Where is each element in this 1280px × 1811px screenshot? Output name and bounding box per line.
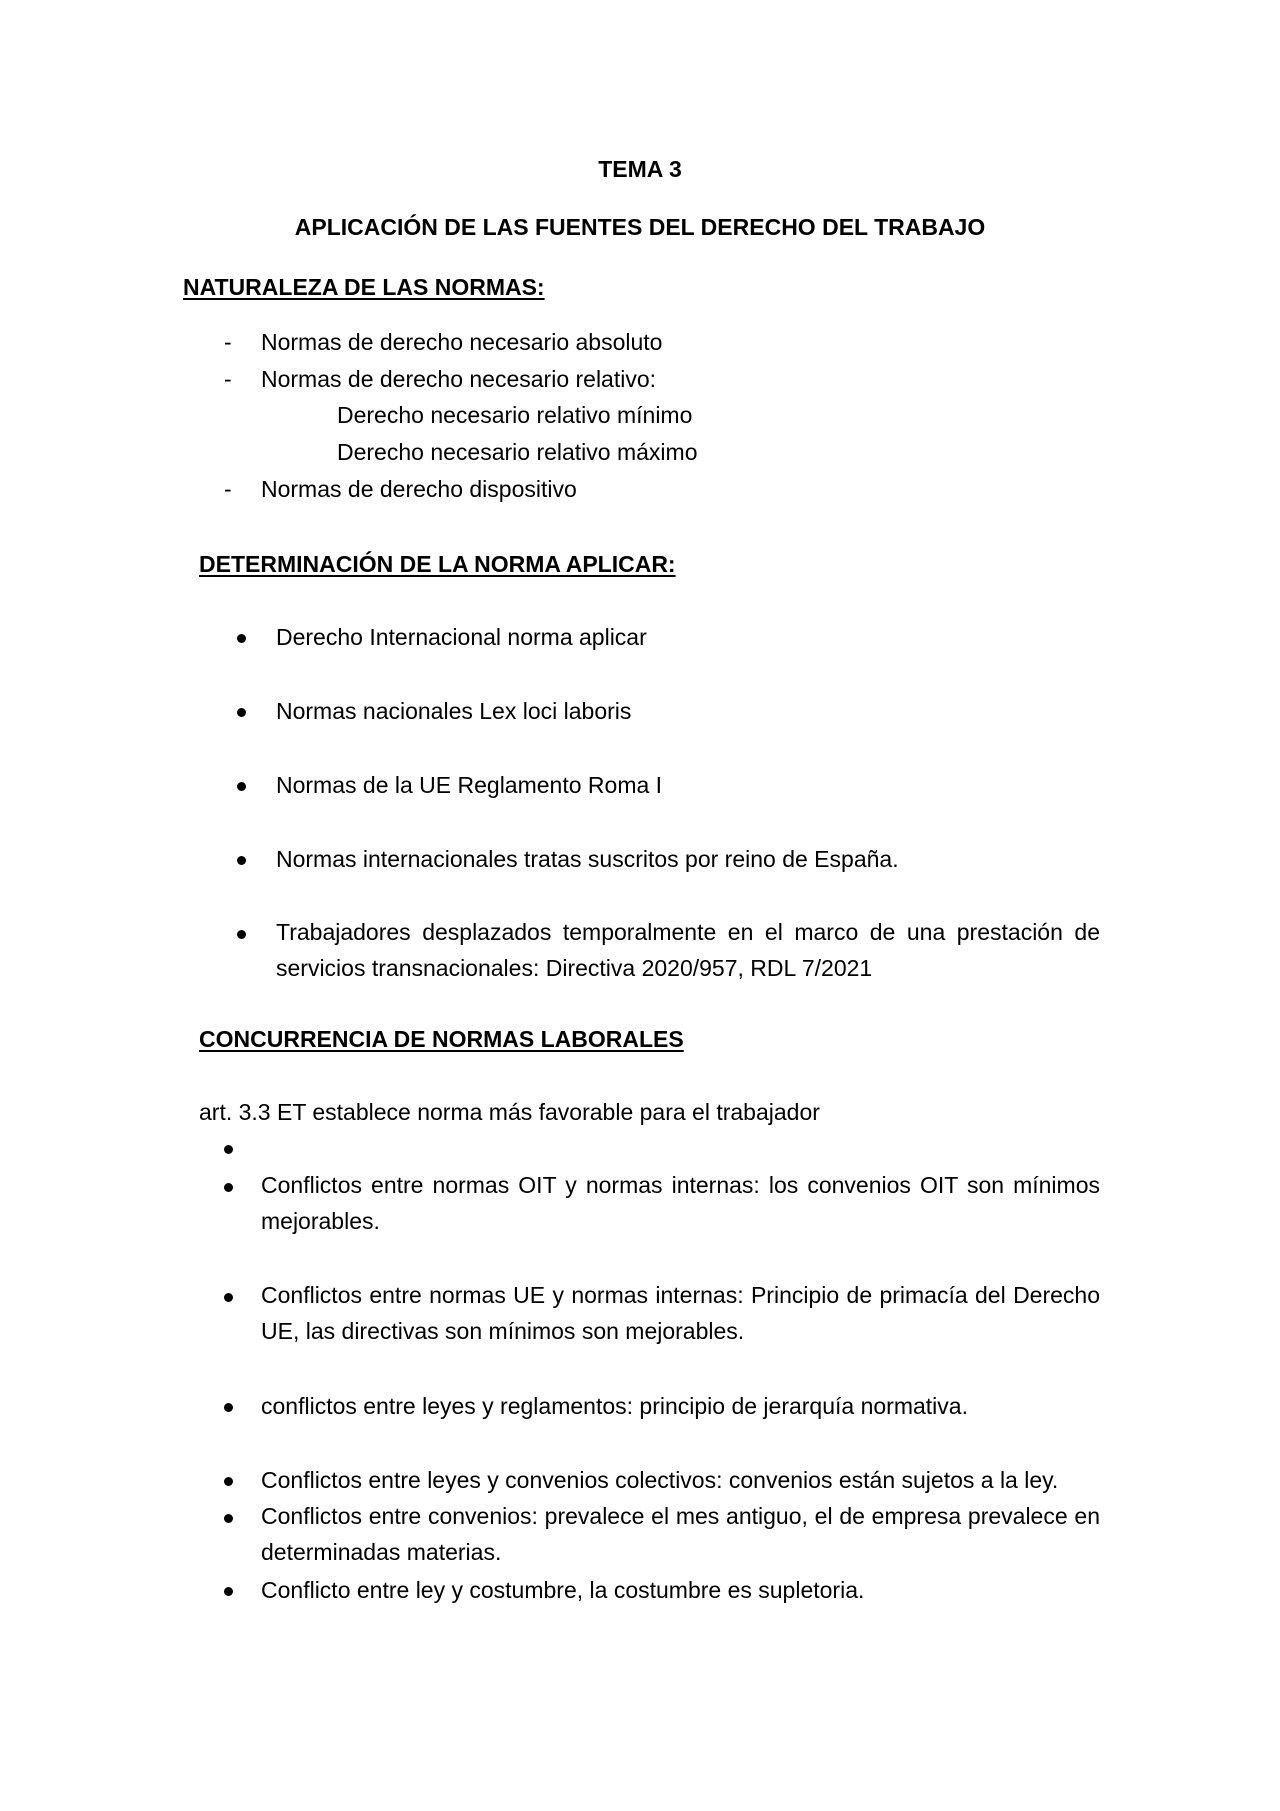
list-item: Conflictos entre leyes y convenios colectivos: convenios están sujetos a la ley.	[261, 1467, 1059, 1493]
bullet-dot	[224, 1477, 233, 1486]
list-item: Normas de derecho necesario relativo:	[261, 366, 657, 392]
list-item: Normas nacionales Lex loci laboris	[276, 698, 632, 724]
bullet-dot	[224, 1145, 233, 1154]
section-heading-naturaleza: NATURALEZA DE LAS NORMAS:	[183, 274, 545, 300]
bullet-dot	[237, 930, 246, 939]
dash-bullet: -	[224, 476, 232, 502]
list-item: Normas de derecho necesario absoluto	[261, 329, 663, 355]
bullet-dot	[237, 782, 246, 791]
bullet-dot	[237, 634, 246, 643]
page-title: TEMA 3	[598, 156, 682, 182]
sub-list-item: Derecho necesario relativo máximo	[337, 439, 698, 465]
bullet-dot	[224, 1183, 233, 1192]
list-item: Conflictos entre normas UE y normas internas: Principio de primacía del Derecho UE, las directivas son mínimos son mejorables.	[261, 1282, 1100, 1344]
page-subtitle: APLICACIÓN DE LAS FUENTES DEL DERECHO DEL TRABAJO	[294, 214, 986, 240]
list-item: Conflictos entre normas OIT y normas internas: los convenios OIT son mínimos mejorables.	[261, 1172, 1100, 1234]
list-item: Derecho Internacional norma aplicar	[276, 624, 647, 650]
list-item: conflictos entre leyes y reglamentos: principio de jerarquía normativa.	[261, 1393, 968, 1419]
bullet-dot	[237, 708, 246, 717]
bullet-dot	[224, 1403, 233, 1412]
list-item: Normas de la UE Reglamento Roma I	[276, 772, 663, 798]
dash-bullet: -	[224, 366, 232, 392]
list-item: Conflictos entre convenios: prevalece el mes antiguo, el de empresa prevalece en determinadas materias.	[261, 1503, 1100, 1565]
section-heading-concurrencia: CONCURRENCIA DE NORMAS LABORALES	[199, 1026, 684, 1052]
concurrencia-intro: art. 3.3 ET establece norma más favorable para el trabajador	[199, 1099, 820, 1125]
dash-bullet: -	[224, 329, 232, 355]
section-heading-determinacion: DETERMINACIÓN DE LA NORMA APLICAR:	[199, 551, 676, 577]
list-item: Trabajadores desplazados temporalmente en el marco de una prestación de servicios transnacionales: Directiva 2020/957, RDL 7/2021	[276, 919, 1100, 981]
bullet-dot	[224, 1587, 233, 1596]
list-item: Normas internacionales tratas suscritos por reino de España.	[276, 846, 899, 872]
bullet-dot	[224, 1514, 233, 1523]
list-item: Normas de derecho dispositivo	[261, 476, 577, 502]
sub-list-item: Derecho necesario relativo mínimo	[337, 402, 693, 428]
list-item: Conflicto entre ley y costumbre, la costumbre es supletoria.	[261, 1577, 865, 1603]
bullet-dot	[224, 1293, 233, 1302]
bullet-dot	[237, 856, 246, 865]
